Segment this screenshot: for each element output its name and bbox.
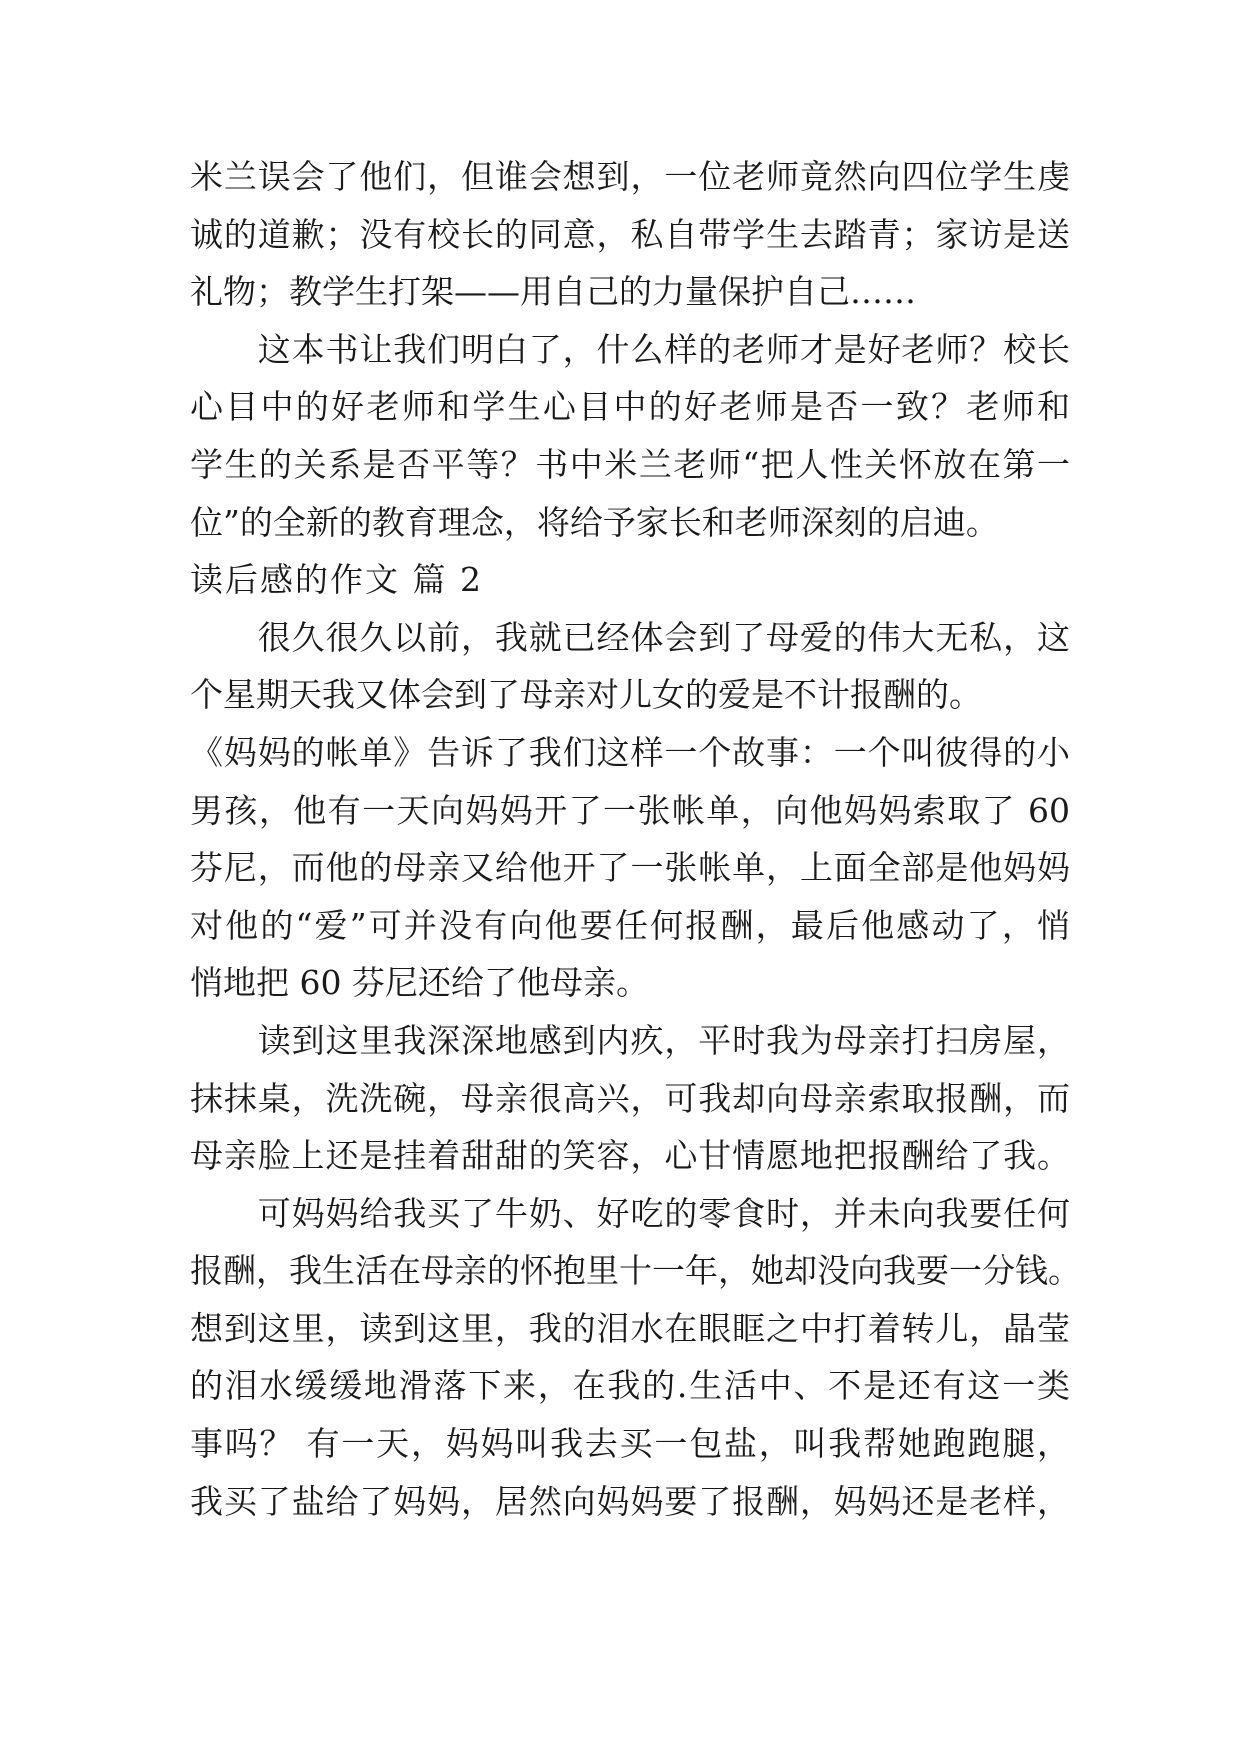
essay-body xyxy=(190,148,1081,1530)
text-line: 这本书让我们明白了，什么样的老师才是好老师？校长 xyxy=(190,329,1070,369)
text-line: 个星期天我又体会到了母亲对儿女的爱是不计报酬的。 xyxy=(190,675,982,715)
section-heading: 读后感的作文 篇 2 xyxy=(190,560,483,600)
text-line: 对他的“爱”可并没有向他要任何报酬，最后他感动了，悄 xyxy=(190,905,1070,945)
text-line: 母亲脸上还是挂着甜甜的笑容，心甘情愿地把报酬给了我。 xyxy=(190,1136,1070,1176)
text-line: 读到这里我深深地感到内疚，平时我为母亲打扫房屋， xyxy=(190,1020,1070,1060)
text-line: 学生的关系是否平等？书中米兰老师“把人性关怀放在第一 xyxy=(190,444,1070,484)
text-line: 抹抹桌，洗洗碗，母亲很高兴，可我却向母亲索取报酬，而 xyxy=(190,1078,1070,1118)
text-line: 诚的道歉；没有校长的同意，私自带学生去踏青；家访是送 xyxy=(190,214,1070,254)
text-line: 可妈妈给我买了牛奶、好吃的零食时，并未向我要任何 xyxy=(190,1193,1070,1233)
text-line: 芬尼，而他的母亲又给他开了一张帐单，上面全部是他妈妈 xyxy=(190,848,1070,888)
text-line: 心目中的好老师和学生心目中的好老师是否一致？老师和 xyxy=(190,387,1070,427)
text-line: 很久很久以前，我就已经体会到了母爱的伟大无私，这 xyxy=(190,617,1070,657)
text-line: 悄地把 60 芬尼还给了他母亲。 xyxy=(190,963,649,1003)
text-line: 米兰误会了他们，但谁会想到，一位老师竟然向四位学生虔 xyxy=(190,157,1070,196)
text-line: 报酬，我生活在母亲的怀抱里十一年，她却没向我要一分钱。 xyxy=(190,1251,1081,1291)
text-line: 事吗？ 有一天，妈妈叫我去买一包盐，叫我帮她跑跑腿， xyxy=(190,1424,1070,1464)
text-line: 男孩，他有一天向妈妈开了一张帐单，向他妈妈索取了 60 xyxy=(190,790,1070,830)
text-line: 的泪水缓缓地滑落下来，在我的.生活中、不是还有这一类 xyxy=(190,1366,1070,1406)
text-line: 位”的全新的教育理念，将给予家长和老师深刻的启迪。 xyxy=(190,502,999,542)
text-line: 想到这里，读到这里，我的泪水在眼眶之中打着转儿，晶莹 xyxy=(190,1308,1070,1348)
text-line: 我买了盐给了妈妈，居然向妈妈要了报酬，妈妈还是老样， xyxy=(190,1481,1070,1521)
text-line: 礼物；教学生打架——用自己的力量保护自己…… xyxy=(190,272,916,312)
text-line: 《妈妈的帐单》告诉了我们这样一个故事：一个叫彼得的小 xyxy=(190,732,1070,772)
